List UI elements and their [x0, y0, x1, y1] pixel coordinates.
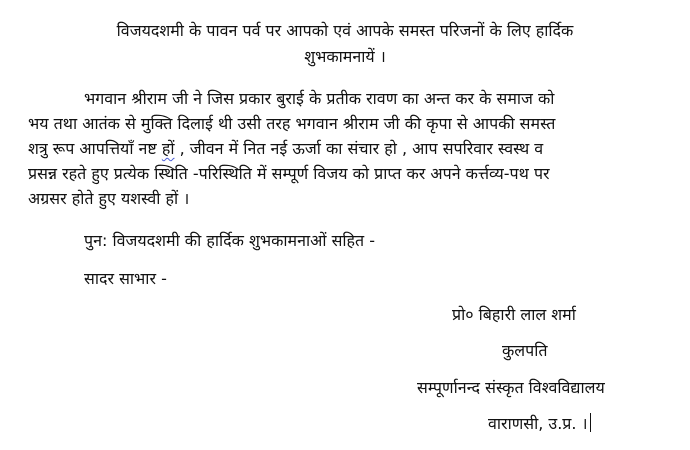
body-line-4: प्रसन्न रहते हुए प्रत्येक स्थिति -परिस्थिति में सम्पूर्ण विजय को प्राप्त कर अपने कर्त्तव्य-पथ पर: [28, 164, 550, 183]
body-line-5: अग्रसर होते हुए यशस्वी हों ।: [28, 189, 190, 208]
closing-regards: सादर साभार -: [84, 269, 167, 288]
body-line-3-start: शत्रु रूप आपत्तियाँ नष्ट: [28, 139, 162, 158]
signatory-university: सम्पूर्णानन्द संस्कृत विश्वविद्यालय: [417, 378, 605, 397]
body-paragraph: [28, 86, 654, 211]
body-line-3: [28, 136, 654, 161]
signatory-title: कुलपति: [502, 341, 548, 360]
body-line-3-end: , जीवन में नित नई ऊर्जा का संचार हो , आप सपरिवार स्वस्थ व: [174, 139, 544, 158]
spellcheck-flagged-word[interactable]: हों: [161, 139, 175, 158]
greeting-line-1: विजयदशमी के पावन पर्व पर आपको एवं आपके समस्त परिजनों के लिए हार्दिक: [116, 21, 574, 40]
body-line-2: भय तथा आतंक से मुक्ति दिलाई थी उसी तरह भगवान श्रीराम जी की कृपा से आपकी समस्त: [28, 114, 556, 133]
greeting-line-2: शुभकामनायें ।: [304, 47, 386, 66]
body-line-1: भगवान श्रीराम जी ने जिस प्रकार बुराई के प्रतीक रावण का अन्त कर के समाज को: [84, 89, 555, 108]
closing-wish: पुन: विजयदशमी की हार्दिक शुभकामनाओं सहित -: [84, 231, 376, 250]
signatory-city: [488, 413, 591, 435]
text-cursor: [590, 413, 591, 432]
signatory-city-text: वाराणसी, उ.प्र. ।: [488, 414, 588, 433]
greeting-heading: [40, 18, 650, 70]
signatory-name: प्रो० बिहारी लाल शर्मा: [452, 305, 576, 324]
